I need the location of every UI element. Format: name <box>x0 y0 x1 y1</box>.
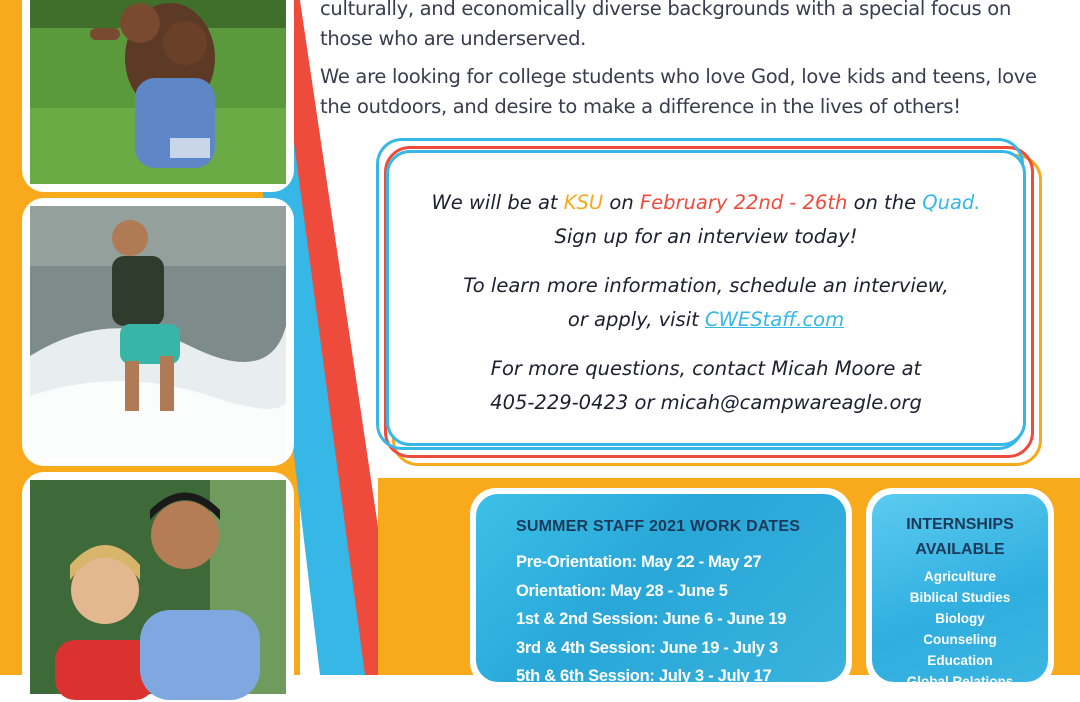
work-dates-list <box>516 548 786 691</box>
internships-title-line2: AVAILABLE <box>915 541 1005 558</box>
apply-prefix: or apply, visit <box>567 308 705 331</box>
info-text <box>386 186 1026 420</box>
internships-list <box>872 566 1048 692</box>
internships-panel <box>872 494 1048 689</box>
event-mid: on <box>603 191 640 214</box>
internship-item: Counseling <box>923 632 997 647</box>
work-date-item: 5th & 6th Session: July 3 - July 17 <box>516 667 772 685</box>
work-dates-title: SUMMER STAFF 2021 WORK DATES <box>516 518 801 535</box>
photo-wakeboarding <box>30 206 286 458</box>
work-date-item: Orientation: May 28 - June 5 <box>516 581 728 600</box>
intro-paragraph-2: We are looking for college students who love God, love kids and teens, love the outdoors, and desire to make a difference in the lives of others! <box>320 65 1037 118</box>
event-mid2: on the <box>847 191 923 214</box>
photo-card-staff <box>22 472 294 702</box>
event-dates: February 22nd - 26th <box>639 191 848 214</box>
event-place: Quad. <box>922 191 981 214</box>
internships-title <box>872 512 1048 562</box>
work-dates-panel <box>476 494 846 685</box>
internship-item: Global Relations <box>906 674 1014 689</box>
info-line-contact: For more questions, contact Micah Moore at <box>490 357 922 380</box>
event-school: KSU <box>563 191 604 214</box>
work-date-item: Pre-Orientation: May 22 - May 27 <box>516 553 762 571</box>
work-date-item: 3rd & 4th Session: June 19 - July 3 <box>516 638 778 657</box>
info-line-signup: Sign up for an interview today! <box>554 225 858 248</box>
info-line-learn: To learn more information, schedule an interview, <box>463 274 949 297</box>
internship-item: Education <box>927 653 993 668</box>
internships-card <box>866 488 1054 688</box>
intro-paragraph-1: culturally, and economically diverse backgrounds with a special focus on those who are underserved. <box>320 0 1011 50</box>
info-line-apply <box>386 303 1026 337</box>
event-prefix: We will be at <box>431 191 564 214</box>
photo-card-girls <box>22 0 294 192</box>
work-dates-card <box>470 488 852 688</box>
photo-staff-pair <box>30 480 286 694</box>
intro-text <box>320 0 1050 130</box>
info-line-contact-details: 405-229-0423 or micah@campwareagle.org <box>490 391 922 414</box>
internship-item: Biblical Studies <box>909 590 1011 605</box>
photo-girls-piggyback <box>30 0 286 184</box>
cwestaff-link[interactable]: CWEStaff.com <box>704 308 845 331</box>
work-date-item: 1st & 2nd Session: June 6 - June 19 <box>516 610 787 628</box>
internship-item: Biology <box>935 611 985 626</box>
photo-card-wakeboard <box>22 198 294 466</box>
internship-item: Agriculture <box>923 569 996 584</box>
internships-title-line1: INTERNSHIPS <box>906 516 1014 533</box>
info-line-event <box>386 186 1026 220</box>
